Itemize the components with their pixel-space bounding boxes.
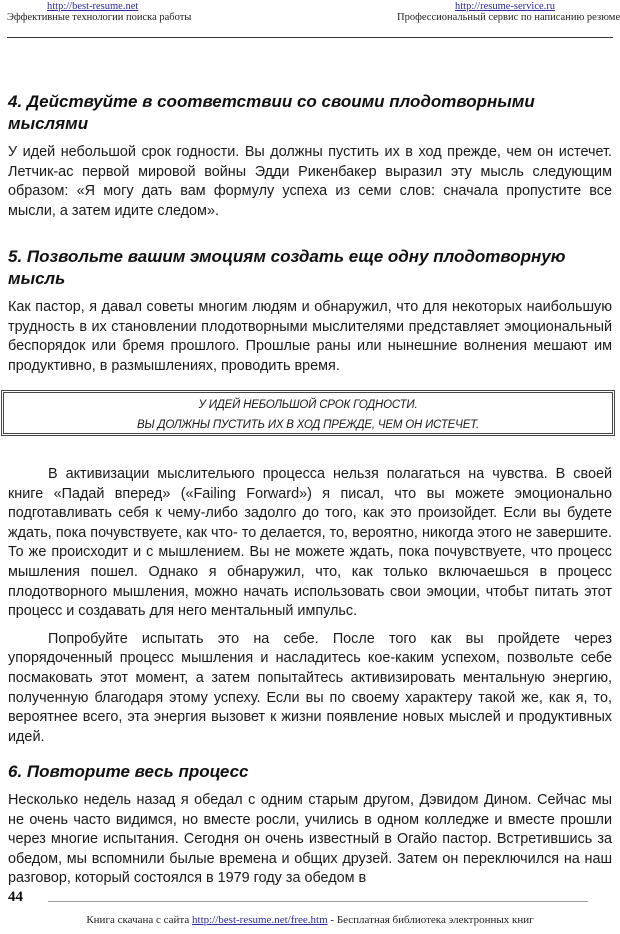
header-left-subtitle: Эффективные технологии поиска работы <box>7 12 192 23</box>
section-heading: 6. Повторите весь процесс <box>8 762 249 781</box>
section-6 <box>8 761 612 889</box>
paragraph: Несколько недель назад я обедал с одним старым другом, Дэвидом Дином. Сейчас мы не очень часто видимся, но вместе росли, учились в одном колледже и вместе прошли через многие испытания. Сегодня он очень известный в Огайо пастор. Встретившись за обедом, мы вспомнили былые времена и общих друзей. Затем он переключился на наш разговор, который состоялся в 1979 году за обедом в <box>8 792 612 887</box>
pull-quote-line: У ИДЕЙ НЕБОЛЬШОЙ СРОК ГОДНОСТИ. <box>198 399 418 411</box>
section-4 <box>8 91 612 221</box>
header-left-link[interactable]: http://best-resume.net <box>47 1 139 12</box>
pull-quote-line: ВЫ ДОЛЖНЫ ПУСТИТЬ ИХ В ХОД ПРЕЖДЕ, ЧЕМ ОН ИСТЕЧЕТ. <box>137 419 479 431</box>
header-right-subtitle: Профессиональный сервис по написанию резюме <box>397 12 620 23</box>
section-heading: 5. Позвольте вашим эмоциям создать еще одну плодотворную мысль <box>8 247 566 288</box>
body-text <box>8 465 612 747</box>
header-right-link[interactable]: http://resume-service.ru <box>455 1 556 12</box>
paragraph: У идей небольшой срок годности. Вы должны пустить их в ход прежде, чем он истечет. Летчик-ас первой мировой войны Эдди Рикенбакер выразил эту мысль следующим образом: «Я могу дать вам формулу успеха из семи слов: сначала пропустите все мысли, а затем идите следом». <box>8 144 612 219</box>
paragraph: Как пастор, я давал советы многим людям и обнаружил, что для некоторых наибольшую трудность в их становлении плодотворными мыслителями представляет эмоциональный беспорядок или бремя прошлого. Прошлые раны или нынешние волнения мешают им продуктивно, в размышлениях, проводить время. <box>8 299 612 374</box>
footer-suffix: - Бесплатная библиотека электронных книг <box>327 914 534 926</box>
footer-prefix: Книга скачана с сайта <box>86 914 193 926</box>
pull-quote-box <box>1 390 615 436</box>
paragraph: Попробуйте испытать это на себе. После того как вы пройдете через упорядоченный процесс мышления и насладитесь кое-каким успехом, позвольте себе посмаковать этот момент, а затем попытайтесь активизировать ментальную энергию, полученную благодаря этому успеху. Если вы по своему характеру такой же, как я, то, вероятнее всего, эта энергия вызовет к жизни появление новых мыслей и продуктивных идей. <box>8 630 612 745</box>
footer-divider <box>48 901 588 902</box>
footer <box>0 914 620 926</box>
page-number: 44 <box>8 889 23 905</box>
footer-link[interactable]: http://best-resume.net/free.htm <box>192 914 328 926</box>
header-divider-full <box>7 37 613 38</box>
paragraph: В активизации мыслительюго процесса нельзя полагаться на чувства. В своей книге «Падай вперед» («Failing Forward») я писал, что вы можете эмоционально подготавливать себя к чему-либо задолго до того, как это произойдет. Если вы будете ждать, пока почувствуете, как что- то делается, то, вероятно, никогда этого не завершите. То же происходит и с мышлением. Вы не можете ждать, пока почувствуете, что процесс мышления пошел. Однако я обнаружил, что, как только включаешься в процесс плодотворного мышления, можно начать использовать свои эмоции, чтобьт питать этот процесс и создавать для него ментальный импульс. <box>8 466 612 620</box>
section-heading: 4. Действуйте в соответствии со своими плодотворными мыслями <box>8 92 535 133</box>
section-5 <box>8 246 612 376</box>
